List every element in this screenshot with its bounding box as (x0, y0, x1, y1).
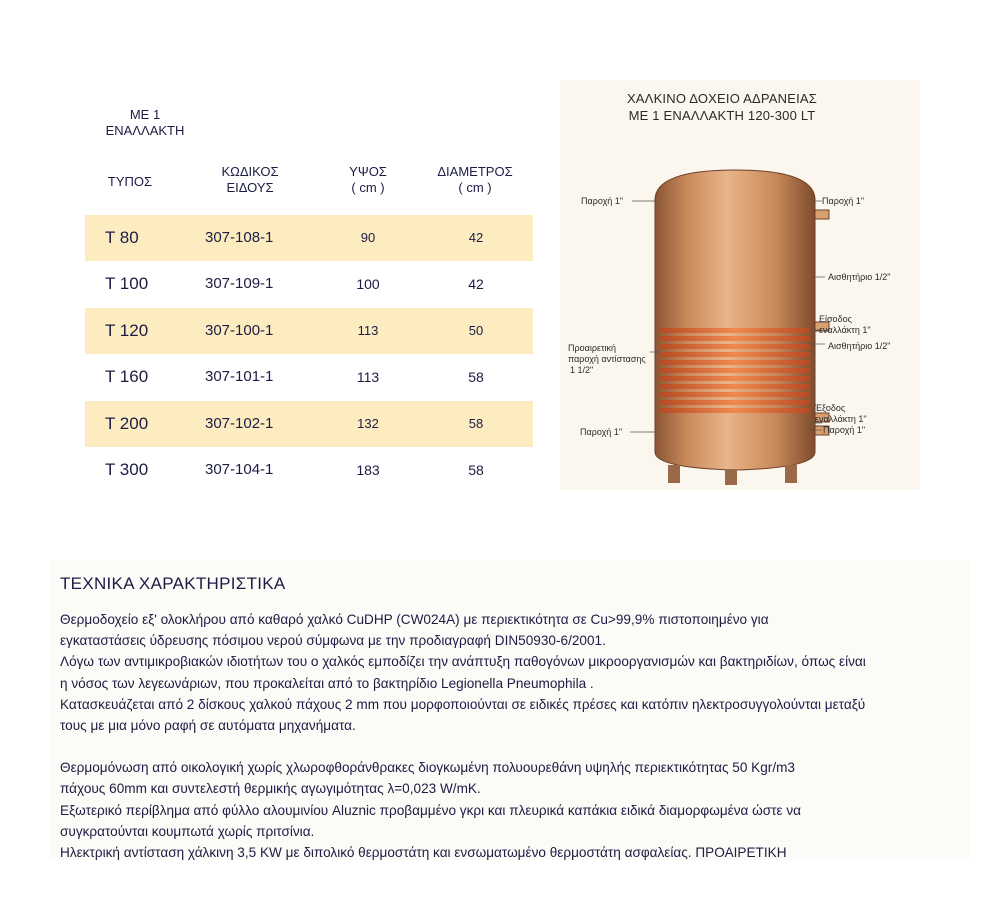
cell-height: 113 (357, 322, 379, 338)
cell-type: T 80 (105, 228, 139, 247)
tech-line: Εξωτερικό περίβλημα από φύλλο αλουμινίου Aluznic προβαμμένο γκρι και πλευρικά καπάκια ειδικά διαμορφωμένα ώστε να (60, 802, 802, 818)
cell-type: T 300 (105, 459, 149, 479)
tank-leg (668, 465, 680, 483)
cell-type: T 100 (105, 274, 149, 294)
header-height-line2: ( cm ) (351, 180, 385, 195)
tech-line: Θερμομόνωση από οικολογική χωρίς χλωροφθοράνθρακες διογκωμένη πολυουρεθάνη υψηλής περιεκτικότητας 50 Kgr/m3 (60, 760, 795, 776)
label-left-supply-top: Παροχή 1" (581, 196, 624, 206)
label-exchanger-outlet-line2: εναλλάκτη 1" (815, 414, 867, 424)
tech-line: Λόγω των αντιμικροβιακών ιδιοτήτων του ο χαλκός εμποδίζει την ανάπτυξη παθογόνων μικροοργανισμών και βακτηριδίων, όπως είναι (60, 654, 866, 670)
table-row (85, 308, 533, 354)
label-exchanger-outlet-line1: Έξοδος (815, 403, 846, 413)
cell-code: 307-102-1 (205, 414, 274, 432)
header-code-line1: ΚΩΔΙΚΟΣ (221, 164, 279, 179)
diagram-title-line1: ΧΑΛΚΙΝΟ ΔΟΧΕΙΟ ΑΔΡΑΝΕΙΑΣ (626, 91, 818, 106)
cell-height: 132 (357, 415, 379, 431)
header-height (335, 164, 401, 196)
cell-type: T 160 (105, 367, 149, 387)
label-left-supply-bottom: Παροχή 1" (580, 427, 623, 437)
cell-code: 307-108-1 (205, 229, 274, 246)
label-optional-line3: 1 1/2" (570, 365, 594, 375)
label-sensor-top: Αισθητήριο 1/2" (828, 272, 891, 282)
table-row (85, 354, 533, 400)
header-diameter (425, 164, 525, 196)
table-column-headers (85, 164, 533, 204)
tech-line: Θερμοδοχείο εξ' ολοκλήρου από καθαρό χαλκό CuDHP (CW024A) με περιεκτικότητα σε Cu>99,9% πιστοποιημένο για (60, 612, 769, 627)
label-exchanger-inlet (819, 314, 871, 336)
header-code (205, 164, 295, 196)
tech-line: τους με μια μόνο ραφή σε αυτόματα μηχανήματα. (60, 718, 356, 734)
tech-line: εγκαταστάσεις ύδρευσης πόσιμου νερού σύμφωνα με την προδιαγραφή DIN50930-6/2001. (60, 633, 606, 649)
label-right-supply-bottom: Παροχή 1" (823, 425, 866, 435)
cell-code: 307-100-1 (205, 321, 274, 339)
table-row (85, 401, 533, 447)
cell-diameter: 58 (468, 369, 484, 386)
tech-line: η νόσος των λεγεωνάριων, που προκαλείται από το βακτηρίδιο Legionella Pneumophila . (60, 675, 594, 691)
tank-leg (725, 469, 737, 485)
label-sensor-mid: Αισθητήριο 1/2" (828, 341, 891, 351)
header-code-line2: ΕΙΔΟΥΣ (226, 180, 274, 195)
label-exchanger-outlet (815, 403, 867, 425)
cell-type: T 120 (105, 320, 149, 340)
cell-height: 183 (356, 461, 380, 478)
cell-code: 307-109-1 (205, 275, 274, 293)
heat-exchanger-coil (660, 328, 810, 413)
cell-code: 307-101-1 (205, 368, 274, 386)
tech-body (60, 609, 965, 863)
cell-diameter: 58 (468, 461, 484, 478)
header-diameter-line1: ΔΙΑΜΕΤΡΟΣ (437, 164, 513, 179)
tech-line: Ηλεκτρική αντίσταση χάλκινη 3,5 KW με διπολικό θερμοστάτη και ενσωματωμένο θερμοστάτη ασφαλείας. ΠΡΟΑΙΡΕΤΙΚΗ (60, 845, 787, 861)
tech-line: Κατασκευάζεται από 2 δίσκους χαλκού πάχους 2 mm που μορφοποιούνται σε ειδικές πρέσες και κατόπιν ηλεκτροσυγγολούνται μεταξύ (60, 696, 866, 712)
header-height-line1: ΥΨΟΣ (349, 164, 387, 179)
tech-title: ΤΕΧΝΙΚΑ ΧΑΡΑΚΤΗΡΙΣΤΙΚΑ (60, 574, 286, 593)
label-optional-line1: Προαιρετική (568, 343, 617, 353)
label-exchanger-inlet-line1: Είσοδος (819, 314, 852, 324)
tech-line: συγκρατούνται κουμπωτά χωρίς πριτσίνια. (60, 823, 315, 839)
cell-height: 100 (356, 276, 380, 293)
table-row (85, 215, 533, 261)
paragraph-gap (60, 736, 965, 757)
header-diameter-line2: ( cm ) (458, 180, 492, 195)
tank-leg (785, 465, 797, 483)
group-label-line1: ΜΕ 1 (129, 107, 161, 122)
header-type: ΤΥΠΟΣ (107, 174, 153, 189)
cell-diameter: 42 (468, 276, 484, 293)
cell-height: 90 (360, 230, 376, 245)
table-row (85, 447, 533, 493)
tech-line: πάχους 60mm και συντελεστή θερμικής αγωγιμότητας λ=0,023 W/mK. (60, 781, 481, 797)
cell-height: 113 (356, 369, 380, 386)
cell-diameter: 42 (468, 230, 484, 245)
diagram-title (612, 90, 832, 124)
table-group-label (100, 107, 190, 139)
group-label-line2: ΕΝΑΛΛΑΚΤΗ (105, 123, 185, 138)
fitting (815, 210, 829, 219)
label-right-supply-top: Παροχή 1" (822, 196, 865, 206)
cell-type: T 200 (105, 413, 149, 433)
diagram-title-line2: ΜΕ 1 ΕΝΑΛΛΑΚΤΗ 120-300 LT (628, 108, 816, 123)
tank-body (655, 170, 815, 470)
product-table (85, 215, 533, 493)
label-exchanger-inlet-line2: εναλλάκτη 1" (819, 325, 871, 335)
cell-diameter: 50 (468, 322, 484, 338)
table-row (85, 261, 533, 307)
cell-diameter: 58 (468, 415, 484, 431)
cell-code: 307-104-1 (205, 460, 274, 478)
label-optional-line2: παροχή αντίστασης (568, 354, 646, 364)
label-optional-heater (568, 343, 646, 376)
